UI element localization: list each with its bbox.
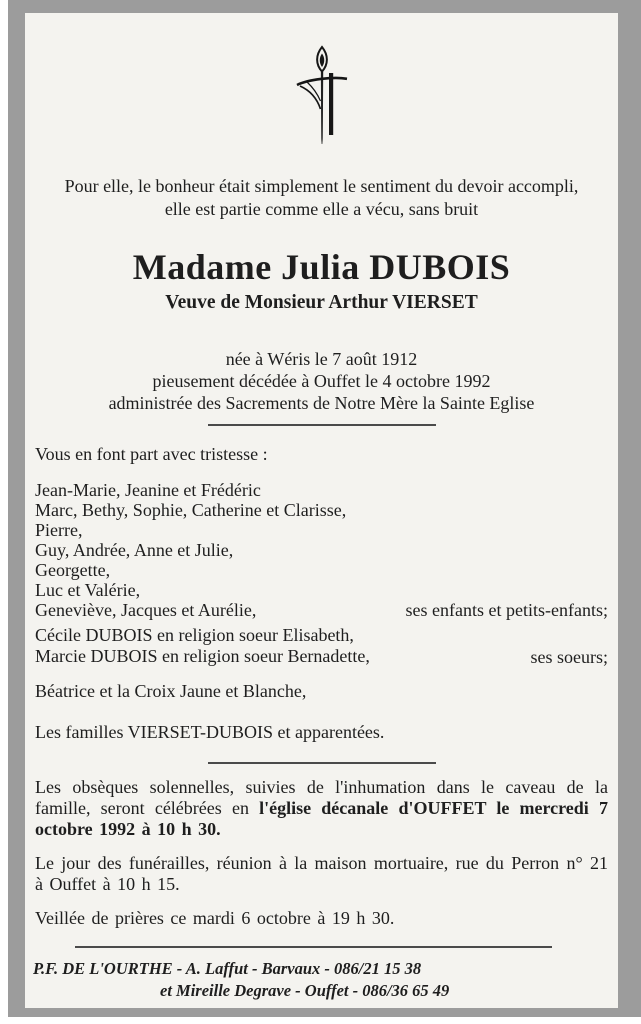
sister-line: Marcie DUBOIS en religion soeur Bernadette, [35, 646, 370, 666]
section-divider-2 [208, 762, 436, 764]
announcement-intro: Vous en font part avec tristesse : [35, 444, 268, 464]
beatrice-line: Béatrice et la Croix Jaune et Blanche, [35, 681, 307, 701]
children-names [35, 480, 406, 620]
undertaker-line-1: P.F. DE L'OURTHE - A. Laffut - Barvaux - 086/21 15 38 [33, 959, 422, 978]
children-block [35, 480, 608, 620]
children-line: Guy, Andrée, Anne et Julie, [35, 540, 234, 560]
children-line: Jean-Marie, Jeanine et Frédéric [35, 480, 261, 500]
children-line: Geneviève, Jacques et Aurélie, [35, 600, 257, 620]
epitaph-line-1: Pour elle, le bonheur était simplement le sentiment du devoir accompli, [64, 176, 579, 196]
children-line: Georgette, [35, 560, 111, 580]
deceased-name: Madame Julia DUBOIS [132, 247, 511, 287]
vigil-paragraph: Veillée de prières ce mardi 6 octobre à 19 h 30. [35, 908, 395, 928]
epitaph-line-2: elle est partie comme elle a vécu, sans bruit [164, 199, 479, 219]
widow-of-line: Veuve de Monsieur Arthur VIERSET [165, 292, 478, 313]
children-line: Marc, Bethy, Sophie, Catherine et Clarisse, [35, 500, 347, 520]
sisters-block [35, 625, 608, 667]
death-line: pieusement décédée à Ouffet le 4 octobre 1992 [152, 371, 491, 391]
funeral-gathering-paragraph: Le jour des funérailles, réunion à la maison mortuaire, rue du Perron n° 21 à Ouffet à 10 h 15. [35, 853, 608, 894]
memorial-card [25, 13, 618, 1008]
undertaker-info [35, 958, 608, 1002]
epitaph-quote [35, 175, 608, 221]
children-line: Pierre, [35, 520, 83, 540]
funeral-service-bold: l'église décanale d'OUFFET le mercredi 7 octobre 1992 à 10 h 30. [35, 798, 608, 839]
children-line: Luc et Valérie, [35, 580, 141, 600]
sisters-names [35, 625, 531, 667]
funeral-service-regular: Les obsèques solennelles, suivies de l'inhumation dans le caveau de la famille, seront célébrées en [35, 777, 608, 818]
families-line: Les familles VIERSET-DUBOIS et apparentées. [35, 722, 385, 742]
footer-divider [75, 946, 552, 948]
section-divider-1 [208, 424, 436, 426]
undertaker-line-2: et Mireille Degrave - Ouffet - 086/36 65 49 [160, 981, 450, 1000]
sacraments-line: administrée des Sacrements de Notre Mère la Sainte Eglise [108, 393, 535, 413]
life-dates [35, 348, 608, 414]
birth-line: née à Wéris le 7 août 1912 [225, 349, 418, 369]
cross-flame-icon [35, 45, 608, 151]
funeral-service-paragraph [35, 777, 608, 840]
children-relation-label: ses enfants et petits-enfants; [405, 600, 608, 620]
sister-line: Cécile DUBOIS en religion soeur Elisabeth, [35, 625, 354, 645]
sisters-relation-label: ses soeurs; [530, 647, 608, 667]
